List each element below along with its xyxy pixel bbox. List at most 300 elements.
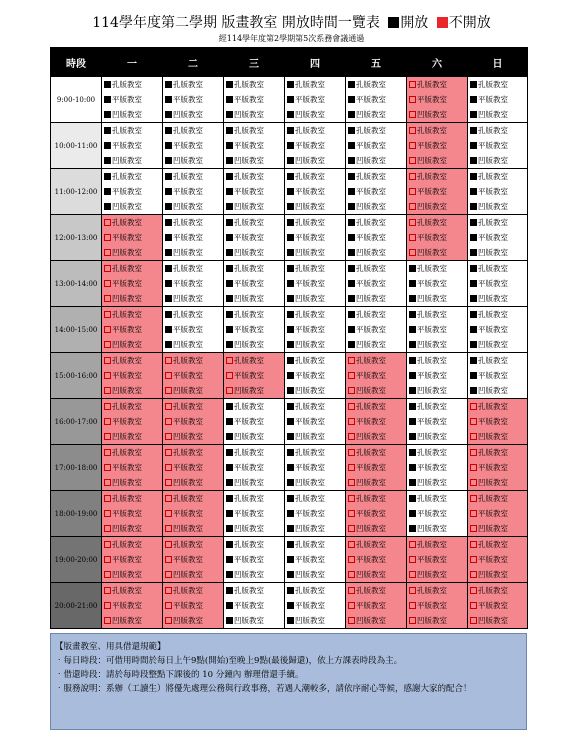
room-entry	[468, 199, 527, 214]
open-marker-icon	[226, 341, 233, 348]
room-name: 平版教室	[295, 279, 325, 288]
room-name: 平版教室	[173, 555, 203, 564]
open-marker-icon	[470, 219, 477, 226]
open-marker-icon	[165, 81, 172, 88]
closed-marker-icon	[470, 418, 477, 425]
schedule-cell	[285, 583, 346, 629]
closed-marker-icon	[348, 449, 355, 456]
schedule-cell	[285, 537, 346, 583]
room-name: 凹版教室	[417, 156, 447, 165]
closed-marker-icon	[104, 357, 111, 364]
closed-marker-icon	[104, 249, 111, 256]
time-slot-label: 12:00-13:00	[51, 215, 102, 261]
time-slot-label: 15:00-16:00	[51, 353, 102, 399]
room-entry	[346, 491, 406, 506]
room-name: 孔版教室	[478, 494, 508, 503]
room-name: 平版教室	[356, 279, 386, 288]
room-entry	[224, 460, 284, 475]
open-marker-icon	[470, 311, 477, 318]
room-entry	[468, 215, 527, 230]
open-marker-icon	[226, 157, 233, 164]
schedule-cell	[163, 445, 224, 491]
open-marker-icon	[165, 341, 172, 348]
room-name: 平版教室	[234, 95, 264, 104]
room-name: 孔版教室	[112, 80, 142, 89]
room-name: 凹版教室	[112, 570, 142, 579]
room-name: 孔版教室	[478, 80, 508, 89]
closed-marker-icon	[409, 81, 416, 88]
room-entry	[102, 245, 162, 260]
closed-marker-icon	[409, 587, 416, 594]
header-row	[51, 48, 528, 77]
room-name: 孔版教室	[173, 540, 203, 549]
room-name: 凹版教室	[173, 202, 203, 211]
closed-marker-icon	[165, 571, 172, 578]
room-name: 孔版教室	[112, 172, 142, 181]
open-marker-icon	[165, 203, 172, 210]
time-row	[51, 123, 528, 169]
day-header: 一	[102, 48, 163, 77]
room-entry	[163, 138, 223, 153]
closed-marker-icon	[409, 541, 416, 548]
closed-marker-icon	[409, 203, 416, 210]
open-marker-icon	[165, 188, 172, 195]
open-legend-swatch	[388, 17, 399, 28]
room-name: 平版教室	[356, 555, 386, 564]
room-name: 平版教室	[173, 187, 203, 196]
closed-marker-icon	[165, 433, 172, 440]
room-name: 孔版教室	[356, 402, 386, 411]
room-entry	[407, 199, 467, 214]
time-slot-label: 14:00-15:00	[51, 307, 102, 353]
open-marker-icon	[104, 203, 111, 210]
room-entry	[102, 506, 162, 521]
room-entry	[102, 138, 162, 153]
room-name: 孔版教室	[417, 356, 447, 365]
closed-marker-icon	[470, 479, 477, 486]
room-entry	[407, 491, 467, 506]
room-entry	[102, 92, 162, 107]
time-slot-label: 20:00-21:00	[51, 583, 102, 629]
closed-marker-icon	[348, 510, 355, 517]
room-name: 平版教室	[356, 417, 386, 426]
open-marker-icon	[104, 111, 111, 118]
room-entry	[346, 399, 406, 414]
room-entry	[224, 261, 284, 276]
room-name: 孔版教室	[112, 448, 142, 457]
open-marker-icon	[165, 326, 172, 333]
schedule-cell	[285, 353, 346, 399]
room-name: 凹版教室	[417, 478, 447, 487]
room-entry	[163, 123, 223, 138]
room-name: 孔版教室	[478, 448, 508, 457]
open-marker-icon	[409, 387, 416, 394]
time-slot-label: 11:00-12:00	[51, 169, 102, 215]
room-entry	[285, 414, 345, 429]
room-entry	[468, 337, 527, 352]
room-name: 孔版教室	[417, 218, 447, 227]
open-marker-icon	[470, 280, 477, 287]
room-name: 孔版教室	[417, 172, 447, 181]
room-name: 凹版教室	[173, 294, 203, 303]
room-name: 凹版教室	[356, 110, 386, 119]
schedule-cell	[163, 261, 224, 307]
room-entry	[285, 537, 345, 552]
room-name: 孔版教室	[173, 80, 203, 89]
room-name: 孔版教室	[478, 586, 508, 595]
room-name: 平版教室	[478, 371, 508, 380]
room-entry	[407, 77, 467, 92]
room-name: 平版教室	[417, 417, 447, 426]
closed-marker-icon	[104, 372, 111, 379]
room-name: 平版教室	[295, 233, 325, 242]
room-name: 孔版教室	[356, 310, 386, 319]
open-marker-icon	[348, 326, 355, 333]
open-marker-icon	[287, 556, 294, 563]
room-name: 凹版教室	[356, 432, 386, 441]
open-marker-icon	[348, 173, 355, 180]
schedule-cell	[224, 491, 285, 537]
room-entry	[102, 353, 162, 368]
room-entry	[163, 399, 223, 414]
room-name: 平版教室	[417, 325, 447, 334]
open-marker-icon	[287, 449, 294, 456]
time-slot-label: 16:00-17:00	[51, 399, 102, 445]
room-entry	[468, 353, 527, 368]
room-entry	[285, 583, 345, 598]
room-entry	[163, 383, 223, 398]
open-marker-icon	[348, 234, 355, 241]
room-entry	[468, 414, 527, 429]
open-marker-icon	[104, 81, 111, 88]
room-entry	[102, 261, 162, 276]
schedule-cell	[285, 445, 346, 491]
time-row	[51, 215, 528, 261]
open-marker-icon	[409, 418, 416, 425]
room-entry	[224, 199, 284, 214]
room-name: 凹版教室	[234, 202, 264, 211]
open-marker-icon	[470, 157, 477, 164]
open-marker-icon	[287, 265, 294, 272]
schedule-cell	[224, 77, 285, 123]
schedule-cell	[163, 491, 224, 537]
room-name: 平版教室	[112, 233, 142, 242]
room-entry	[468, 184, 527, 199]
room-entry	[163, 92, 223, 107]
open-marker-icon	[287, 587, 294, 594]
room-entry	[102, 107, 162, 122]
room-entry	[285, 307, 345, 322]
open-marker-icon	[470, 142, 477, 149]
schedule-cell	[224, 261, 285, 307]
open-marker-icon	[287, 295, 294, 302]
open-marker-icon	[226, 127, 233, 134]
room-name: 孔版教室	[478, 310, 508, 319]
time-row	[51, 261, 528, 307]
room-name: 平版教室	[234, 601, 264, 610]
open-marker-icon	[226, 617, 233, 624]
room-entry	[163, 445, 223, 460]
room-name: 平版教室	[356, 187, 386, 196]
room-name: 凹版教室	[478, 340, 508, 349]
room-name: 凹版教室	[356, 616, 386, 625]
room-entry	[468, 261, 527, 276]
room-entry	[407, 107, 467, 122]
day-header: 二	[163, 48, 224, 77]
room-entry	[285, 552, 345, 567]
room-name: 凹版教室	[112, 524, 142, 533]
room-entry	[285, 322, 345, 337]
room-entry	[224, 107, 284, 122]
open-marker-icon	[409, 403, 416, 410]
room-name: 平版教室	[295, 555, 325, 564]
open-marker-icon	[287, 157, 294, 164]
schedule-cell	[468, 215, 528, 261]
room-name: 孔版教室	[173, 356, 203, 365]
room-entry	[346, 77, 406, 92]
room-name: 孔版教室	[295, 448, 325, 457]
room-entry	[407, 368, 467, 383]
room-name: 孔版教室	[478, 172, 508, 181]
room-entry	[163, 291, 223, 306]
room-entry	[346, 521, 406, 536]
room-name: 平版教室	[417, 463, 447, 472]
open-marker-icon	[470, 96, 477, 103]
room-entry	[224, 583, 284, 598]
room-entry	[102, 567, 162, 582]
open-marker-icon	[348, 295, 355, 302]
closed-marker-icon	[165, 449, 172, 456]
room-name: 平版教室	[112, 509, 142, 518]
room-entry	[407, 230, 467, 245]
time-row	[51, 537, 528, 583]
open-marker-icon	[226, 495, 233, 502]
open-marker-icon	[287, 571, 294, 578]
schedule-cell	[468, 353, 528, 399]
open-marker-icon	[470, 173, 477, 180]
open-marker-icon	[226, 403, 233, 410]
room-entry	[468, 460, 527, 475]
room-entry	[224, 230, 284, 245]
room-name: 平版教室	[356, 325, 386, 334]
open-marker-icon	[470, 81, 477, 88]
closed-marker-icon	[104, 387, 111, 394]
room-entry	[224, 414, 284, 429]
room-entry	[407, 399, 467, 414]
room-name: 孔版教室	[417, 264, 447, 273]
room-entry	[102, 307, 162, 322]
room-entry	[285, 429, 345, 444]
open-marker-icon	[226, 418, 233, 425]
room-name: 平版教室	[234, 141, 264, 150]
room-name: 凹版教室	[173, 248, 203, 257]
schedule-cell	[407, 261, 468, 307]
room-name: 孔版教室	[234, 356, 264, 365]
room-entry	[224, 552, 284, 567]
schedule-cell	[102, 261, 163, 307]
closed-marker-icon	[348, 617, 355, 624]
schedule-cell	[346, 353, 407, 399]
open-marker-icon	[226, 525, 233, 532]
room-entry	[407, 445, 467, 460]
day-header: 日	[468, 48, 528, 77]
room-entry	[224, 123, 284, 138]
schedule-cell	[285, 261, 346, 307]
room-name: 孔版教室	[356, 356, 386, 365]
open-marker-icon	[226, 265, 233, 272]
room-name: 平版教室	[234, 371, 264, 380]
notes-line: ‧每日時段：可借用時間於每日上午9點(開始)至晚上9點(最後歸還)，依上方課表時段為主。	[55, 656, 403, 666]
room-name: 凹版教室	[356, 156, 386, 165]
room-entry	[102, 77, 162, 92]
room-entry	[224, 491, 284, 506]
room-name: 凹版教室	[173, 570, 203, 579]
room-entry	[224, 169, 284, 184]
room-entry	[346, 215, 406, 230]
room-name: 凹版教室	[234, 432, 264, 441]
room-name: 凹版教室	[478, 524, 508, 533]
room-entry	[163, 337, 223, 352]
room-name: 平版教室	[234, 417, 264, 426]
schedule-cell	[346, 445, 407, 491]
closed-marker-icon	[470, 617, 477, 624]
room-name: 凹版教室	[295, 478, 325, 487]
time-row	[51, 353, 528, 399]
room-name: 平版教室	[234, 233, 264, 242]
room-entry	[285, 521, 345, 536]
room-entry	[285, 368, 345, 383]
schedule-cell	[468, 123, 528, 169]
room-name: 凹版教室	[417, 340, 447, 349]
room-name: 平版教室	[112, 95, 142, 104]
room-name: 平版教室	[295, 509, 325, 518]
room-entry	[407, 537, 467, 552]
schedule-cell	[163, 77, 224, 123]
schedule-cell	[224, 215, 285, 261]
time-row	[51, 307, 528, 353]
time-row	[51, 583, 528, 629]
schedule-cell	[407, 491, 468, 537]
open-marker-icon	[348, 188, 355, 195]
room-entry	[407, 506, 467, 521]
closed-marker-icon	[104, 234, 111, 241]
room-name: 平版教室	[356, 509, 386, 518]
closed-marker-icon	[165, 418, 172, 425]
room-name: 凹版教室	[417, 248, 447, 257]
room-entry	[224, 307, 284, 322]
closed-marker-icon	[409, 617, 416, 624]
open-marker-icon	[226, 111, 233, 118]
room-entry	[102, 153, 162, 168]
room-entry	[468, 567, 527, 582]
room-entry	[102, 552, 162, 567]
closed-marker-icon	[104, 587, 111, 594]
room-name: 孔版教室	[295, 218, 325, 227]
closed-marker-icon	[470, 403, 477, 410]
room-entry	[468, 491, 527, 506]
room-name: 孔版教室	[295, 80, 325, 89]
room-name: 凹版教室	[356, 340, 386, 349]
room-entry	[224, 613, 284, 628]
open-marker-icon	[165, 157, 172, 164]
room-entry	[346, 567, 406, 582]
room-entry	[407, 598, 467, 613]
schedule-cell	[224, 307, 285, 353]
room-name: 平版教室	[356, 601, 386, 610]
schedule-cell	[346, 399, 407, 445]
room-name: 平版教室	[112, 141, 142, 150]
room-name: 孔版教室	[417, 586, 447, 595]
room-entry	[346, 199, 406, 214]
open-marker-icon	[287, 510, 294, 517]
open-marker-icon	[409, 295, 416, 302]
closed-marker-icon	[104, 265, 111, 272]
open-marker-icon	[287, 464, 294, 471]
open-marker-icon	[470, 341, 477, 348]
room-entry	[102, 613, 162, 628]
room-name: 平版教室	[478, 141, 508, 150]
room-entry	[163, 521, 223, 536]
room-name: 凹版教室	[295, 294, 325, 303]
room-name: 孔版教室	[478, 356, 508, 365]
room-name: 平版教室	[356, 463, 386, 472]
open-marker-icon	[226, 602, 233, 609]
room-name: 孔版教室	[295, 540, 325, 549]
schedule-cell	[285, 307, 346, 353]
open-marker-icon	[226, 479, 233, 486]
room-name: 平版教室	[478, 463, 508, 472]
room-entry	[102, 276, 162, 291]
room-entry	[224, 506, 284, 521]
room-name: 孔版教室	[234, 448, 264, 457]
room-entry	[346, 107, 406, 122]
day-header: 六	[407, 48, 468, 77]
time-slot-label: 18:00-19:00	[51, 491, 102, 537]
room-name: 平版教室	[112, 417, 142, 426]
room-name: 凹版教室	[478, 110, 508, 119]
room-name: 平版教室	[295, 371, 325, 380]
room-entry	[163, 169, 223, 184]
schedule-cell	[163, 537, 224, 583]
room-entry	[407, 215, 467, 230]
open-marker-icon	[287, 387, 294, 394]
room-name: 平版教室	[417, 601, 447, 610]
closed-marker-icon	[348, 602, 355, 609]
room-name: 孔版教室	[234, 402, 264, 411]
closed-marker-icon	[165, 541, 172, 548]
room-entry	[285, 153, 345, 168]
room-name: 凹版教室	[295, 432, 325, 441]
room-entry	[407, 337, 467, 352]
closed-marker-icon	[409, 111, 416, 118]
room-entry	[163, 475, 223, 490]
room-name: 孔版教室	[356, 80, 386, 89]
schedule-cell	[285, 169, 346, 215]
room-name: 平版教室	[295, 325, 325, 334]
room-entry	[224, 537, 284, 552]
room-entry	[285, 107, 345, 122]
closed-marker-icon	[470, 495, 477, 502]
open-marker-icon	[287, 617, 294, 624]
open-marker-icon	[409, 372, 416, 379]
closed-marker-icon	[104, 403, 111, 410]
room-entry	[285, 399, 345, 414]
room-name: 孔版教室	[173, 448, 203, 457]
room-entry	[407, 169, 467, 184]
room-entry	[224, 475, 284, 490]
room-name: 凹版教室	[234, 524, 264, 533]
open-marker-icon	[287, 219, 294, 226]
